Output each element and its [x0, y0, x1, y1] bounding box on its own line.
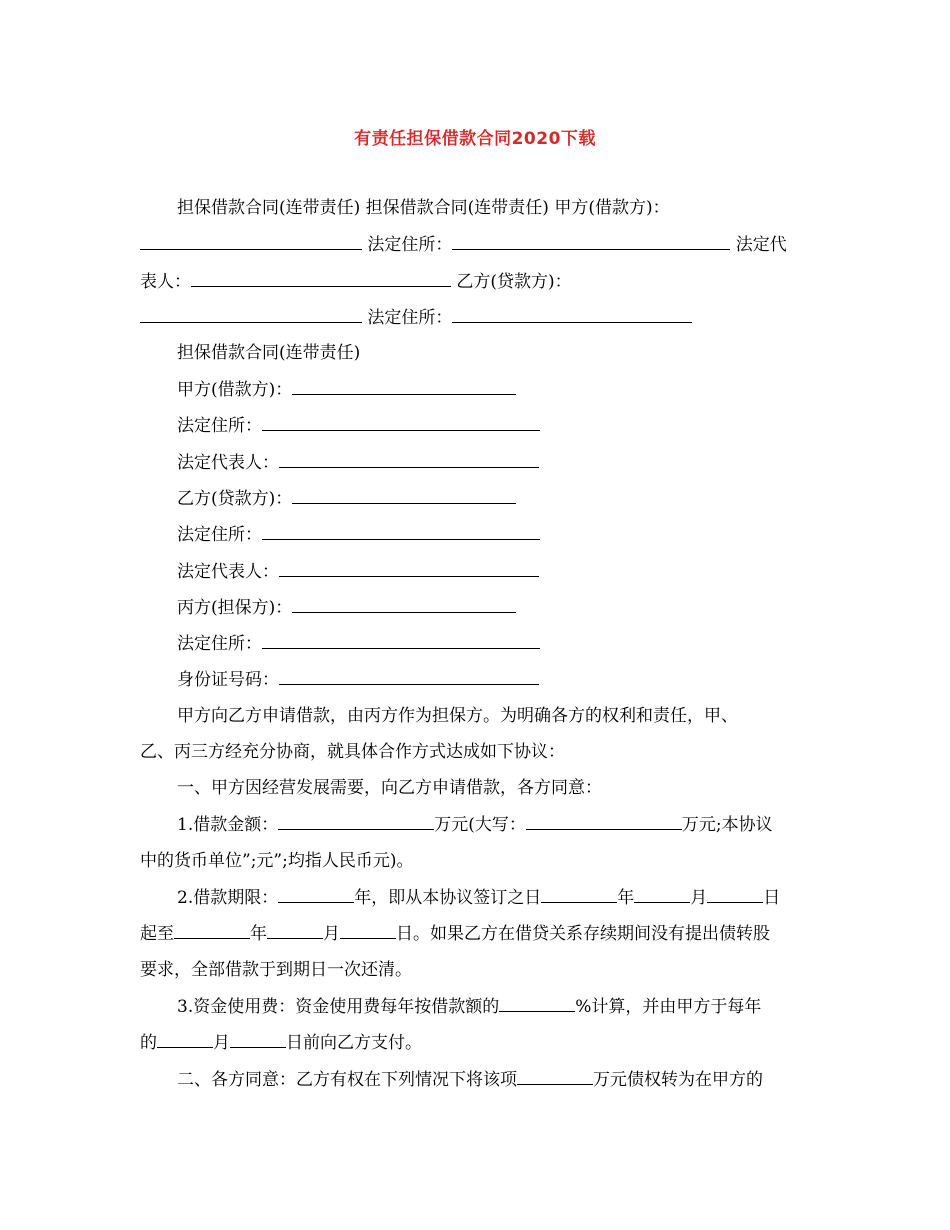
- blank-fill-line: [279, 560, 539, 577]
- text-line: [177, 487, 516, 510]
- blank-fill-line: [279, 668, 539, 685]
- blank-fill-line: [267, 922, 323, 939]
- blank-fill-line: [262, 523, 540, 540]
- blank-fill-line: [452, 306, 692, 323]
- line-text: 年: [250, 924, 267, 944]
- line-text: 丙方(担保方)：: [177, 598, 293, 618]
- document-title: 有责任担保借款合同2020下载: [354, 129, 596, 149]
- blank-fill-line: [292, 487, 516, 504]
- line-text: 乙方(贷款方)：: [451, 272, 572, 292]
- text-line: [140, 306, 692, 329]
- line-text: 乙、丙三方经充分协商，就具体合作方式达成如下协议：: [140, 742, 565, 762]
- blank-fill-line: [499, 995, 575, 1012]
- blank-fill-line: [262, 414, 540, 431]
- blank-fill-line: [279, 451, 539, 468]
- line-text: 担保借款合同(连带责任): [177, 343, 361, 363]
- blank-fill-line: [278, 813, 434, 830]
- text-line: [140, 233, 787, 256]
- blank-fill-line: [707, 886, 763, 903]
- text-line: [177, 705, 738, 727]
- line-text: 万元;本协议: [681, 815, 773, 835]
- line-text: 法定住所：: [177, 634, 262, 654]
- text-line: [140, 922, 770, 945]
- blank-fill-line: [634, 886, 690, 903]
- line-text: 起至: [140, 924, 174, 944]
- line-text: 2.借款期限：: [177, 888, 279, 908]
- line-text: 的: [140, 1033, 157, 1053]
- line-text: 法定代: [730, 235, 787, 255]
- blank-fill-line: [517, 1068, 593, 1085]
- text-line: [177, 523, 540, 546]
- text-line: [177, 596, 516, 619]
- text-line: [140, 959, 412, 981]
- line-text: 万元债权转为在甲方的: [593, 1070, 763, 1090]
- line-text: 月: [690, 888, 708, 908]
- blank-fill-line: [140, 233, 362, 250]
- line-text: 法定住所：: [362, 235, 453, 255]
- text-line: [177, 197, 670, 219]
- line-text: 法定住所：: [177, 416, 262, 436]
- line-text: 年: [617, 888, 635, 908]
- line-text: 甲方(借款方)：: [177, 380, 293, 400]
- blank-fill-line: [340, 922, 396, 939]
- line-text: 一、甲方因经营发展需要，向乙方申请借款，各方同意：: [177, 778, 602, 798]
- line-text: 月: [323, 924, 340, 944]
- line-text: 3.资金使用费：资金使用费每年按借款额的: [177, 997, 500, 1017]
- text-line: [140, 850, 413, 872]
- blank-fill-line: [230, 1031, 286, 1048]
- line-text: 日前向乙方支付。: [286, 1033, 422, 1053]
- text-line: [177, 777, 602, 799]
- blank-fill-line: [292, 378, 516, 395]
- line-text: 月: [213, 1033, 230, 1053]
- text-line: [177, 560, 539, 583]
- text-line: [177, 451, 539, 474]
- line-text: 年，即从本协议签订之日: [354, 888, 542, 908]
- line-text: 万元(大写：: [434, 815, 526, 835]
- blank-fill-line: [292, 596, 516, 613]
- line-text: 乙方(贷款方)：: [177, 489, 293, 509]
- blank-fill-line: [278, 886, 354, 903]
- blank-fill-line: [452, 233, 730, 250]
- line-text: 法定代表人：: [177, 453, 279, 473]
- text-line: [177, 813, 773, 836]
- blank-fill-line: [526, 813, 682, 830]
- line-text: 1.借款金额：: [177, 815, 279, 835]
- line-text: 日。如果乙方在借贷关系存续期间没有提出债转股: [396, 924, 770, 944]
- text-line: [177, 632, 540, 655]
- line-text: 二、各方同意：乙方有权在下列情况下将该项: [177, 1070, 517, 1090]
- text-line: [177, 995, 761, 1018]
- text-line: [140, 1031, 422, 1054]
- blank-fill-line: [140, 306, 362, 323]
- line-text: 法定住所：: [177, 525, 262, 545]
- line-text: 担保借款合同(连带责任) 担保借款合同(连带责任) 甲方(借款方)：: [177, 198, 670, 218]
- line-text: 表人：: [140, 272, 191, 292]
- text-line: [140, 741, 565, 763]
- text-line: [177, 668, 539, 691]
- text-line: [177, 342, 360, 364]
- blank-fill-line: [174, 922, 250, 939]
- blank-fill-line: [541, 886, 617, 903]
- text-line: [140, 270, 572, 293]
- line-text: 法定代表人：: [177, 562, 279, 582]
- text-line: [177, 886, 780, 909]
- text-line: [177, 1068, 763, 1091]
- line-text: 要求，全部借款于到期日一次还清。: [140, 960, 412, 980]
- line-text: 甲方向乙方申请借款，由丙方作为担保方。为明确各方的权利和责任，甲、: [177, 706, 738, 726]
- line-text: %计算，并由甲方于每年: [575, 997, 762, 1017]
- line-text: 法定住所：: [362, 308, 453, 328]
- blank-fill-line: [157, 1031, 213, 1048]
- line-text: 身份证号码：: [177, 670, 279, 690]
- line-text: 中的货币单位”;元”;均指人民币元)。: [140, 851, 414, 871]
- line-text: 日: [763, 888, 781, 908]
- text-line: [177, 414, 540, 437]
- blank-fill-line: [262, 632, 540, 649]
- blank-fill-line: [191, 270, 451, 287]
- text-line: [177, 378, 516, 401]
